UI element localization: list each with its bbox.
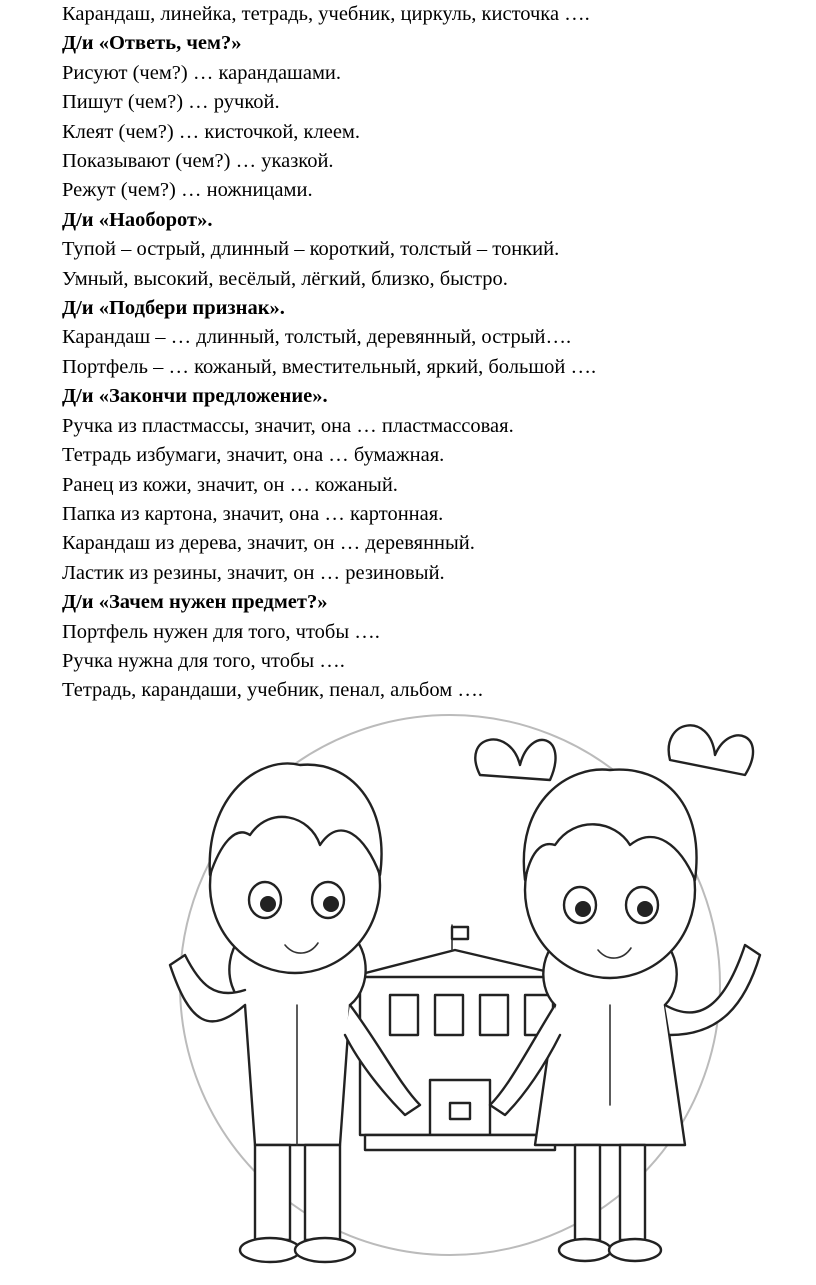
text-line: Ранец из кожи, значит, он … кожаный.	[62, 473, 398, 496]
game-heading-zakonchi-predlozhenie: Д/и «Закончи предложение».	[62, 385, 328, 408]
text-line: Тупой – острый, длинный – короткий, толстый – тонкий.	[62, 238, 560, 261]
text-line: Карандаш из дерева, значит, он … деревянный.	[62, 532, 475, 555]
text-line: Карандаш – … длинный, толстый, деревянный, острый….	[62, 326, 572, 349]
game-heading-zachem-nuzhen: Д/и «Зачем нужен предмет?»	[62, 591, 328, 614]
text-line: Клеят (чем?) … кисточкой, клеем.	[62, 120, 361, 143]
game-heading-naoborot: Д/и «Наоборот».	[62, 208, 213, 231]
text-line: Рисуют (чем?) … карандашами.	[62, 61, 342, 84]
text-line: Ручка нужна для того, чтобы ….	[62, 649, 345, 672]
text-line: Ручка из пластмассы, значит, она … пластмассовая.	[62, 414, 514, 437]
game-heading-podberi-priznak: Д/и «Подбери признак».	[62, 297, 285, 320]
text-line: Карандаш, линейка, тетрадь, учебник, циркуль, кисточка ….	[62, 3, 590, 25]
text-line: Тетрадь избумаги, значит, она … бумажная.	[62, 444, 445, 467]
game-heading-otvet-chem: Д/и «Ответь, чем?»	[62, 32, 242, 55]
coloring-picture	[150, 705, 790, 1280]
text-line: Папка из картона, значит, она … картонная.	[62, 502, 444, 525]
text-line: Ластик из резины, значит, он … резиновый.	[62, 561, 445, 584]
text-line: Тетрадь, карандаши, учебник, пенал, альбом ….	[62, 679, 483, 702]
text-line: Портфель – … кожаный, вместительный, яркий, большой ….	[62, 355, 597, 378]
text-line: Показывают (чем?) … указкой.	[62, 150, 334, 173]
text-line: Умный, высокий, весёлый, лёгкий, близко, быстро.	[62, 267, 508, 290]
text-content	[62, 0, 802, 706]
text-line: Пишут (чем?) … ручкой.	[62, 91, 280, 114]
text-line: Режут (чем?) … ножницами.	[62, 179, 313, 202]
text-line: Портфель нужен для того, чтобы ….	[62, 620, 380, 643]
children-school-illustration	[150, 705, 790, 1280]
